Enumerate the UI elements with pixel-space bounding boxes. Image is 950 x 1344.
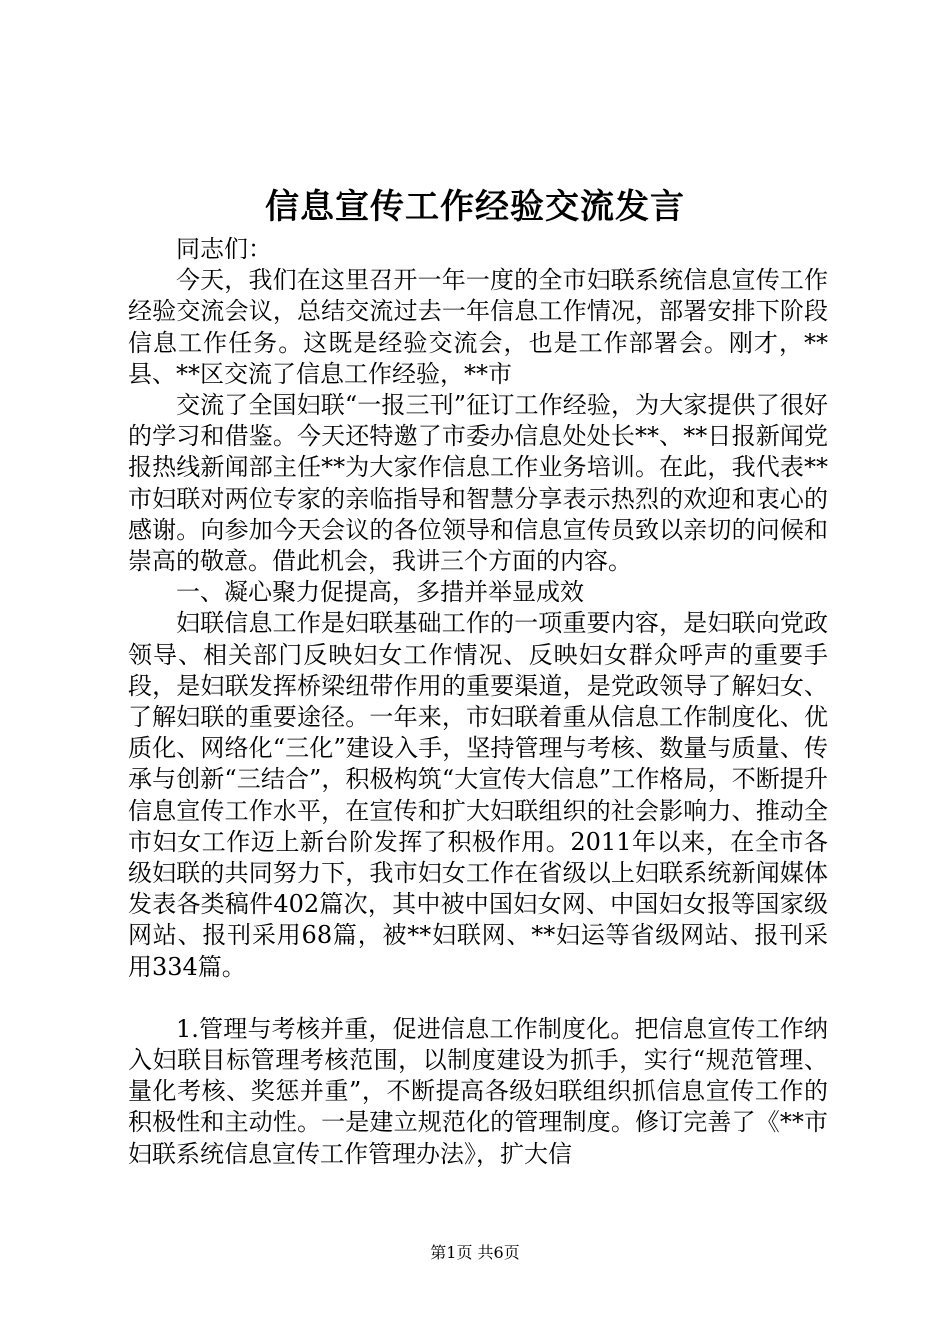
page-number-footer: 第1页 共6页 [430, 1243, 520, 1262]
document-body [128, 234, 828, 1170]
paragraph-thanks: 交流了全国妇联“一报三刊”征订工作经验，为大家提供了很好的学习和借鉴。今天还特邀了市委办信息处处长**、**日报新闻党报热线新闻部主任**为大家作信息工作业务培训。在此，我代表**市妇联对两位专家的亲临指导和智慧分享表示热烈的欢迎和衷心的感谢。向参加今天会议的各位领导和信息宣传员致以亲切的问候和崇高的敬意。借此机会，我讲三个方面的内容。 [128, 391, 828, 576]
paragraph-intro: 今天，我们在这里召开一年一度的全市妇联系统信息宣传工作经验交流会议，总结交流过去一年信息工作情况，部署安排下阶段信息工作任务。这既是经验交流会，也是工作部署会。刚才，**县、**区交流了信息工作经验，**市 [128, 266, 828, 388]
salutation: 同志们： [176, 235, 272, 263]
document-title: 信息宣传工作经验交流发言 [265, 187, 685, 227]
section-heading-1: 一、凝心聚力促提高，多措并举显成效 [176, 578, 584, 607]
paragraph-section-1: 妇联信息工作是妇联基础工作的一项重要内容，是妇联向党政领导、相关部门反映妇女工作情况、反映妇女群众呼声的重要手段，是妇联发挥桥梁纽带作用的重要渠道，是党政领导了解妇女、了解妇联的重要途径。一年来，市妇联着重从信息工作制度化、优质化、网络化“三化”建设入手，坚持管理与考核、数量与质量、传承与创新“三结合”，积极构筑“大宣传大信息”工作格局，不断提升信息宣传工作水平，在宣传和扩大妇联组织的社会影响力、推动全市妇女工作迈上新台阶发挥了积极作用。2011年以来，在全市各级妇联的共同努力下，我市妇女工作在省级以上妇联系统新闻媒体发表各类稿件402篇次，其中被中国妇女网、中国妇女报等国家级网站、报刊采用68篇，被**妇联网、**妇运等省级网站、报刊采用334篇。 [128, 609, 828, 981]
paragraph-item-1: 1.管理与考核并重，促进信息工作制度化。把信息宣传工作纳入妇联目标管理考核范围，以制度建设为抓手，实行“规范管理、量化考核、奖惩并重”，不断提高各级妇联组织抓信息宣传工作的积极性和主动性。一是建立规范化的管理制度。修订完善了《**市妇联系统信息宣传工作管理办法》，扩大信 [128, 1014, 828, 1168]
